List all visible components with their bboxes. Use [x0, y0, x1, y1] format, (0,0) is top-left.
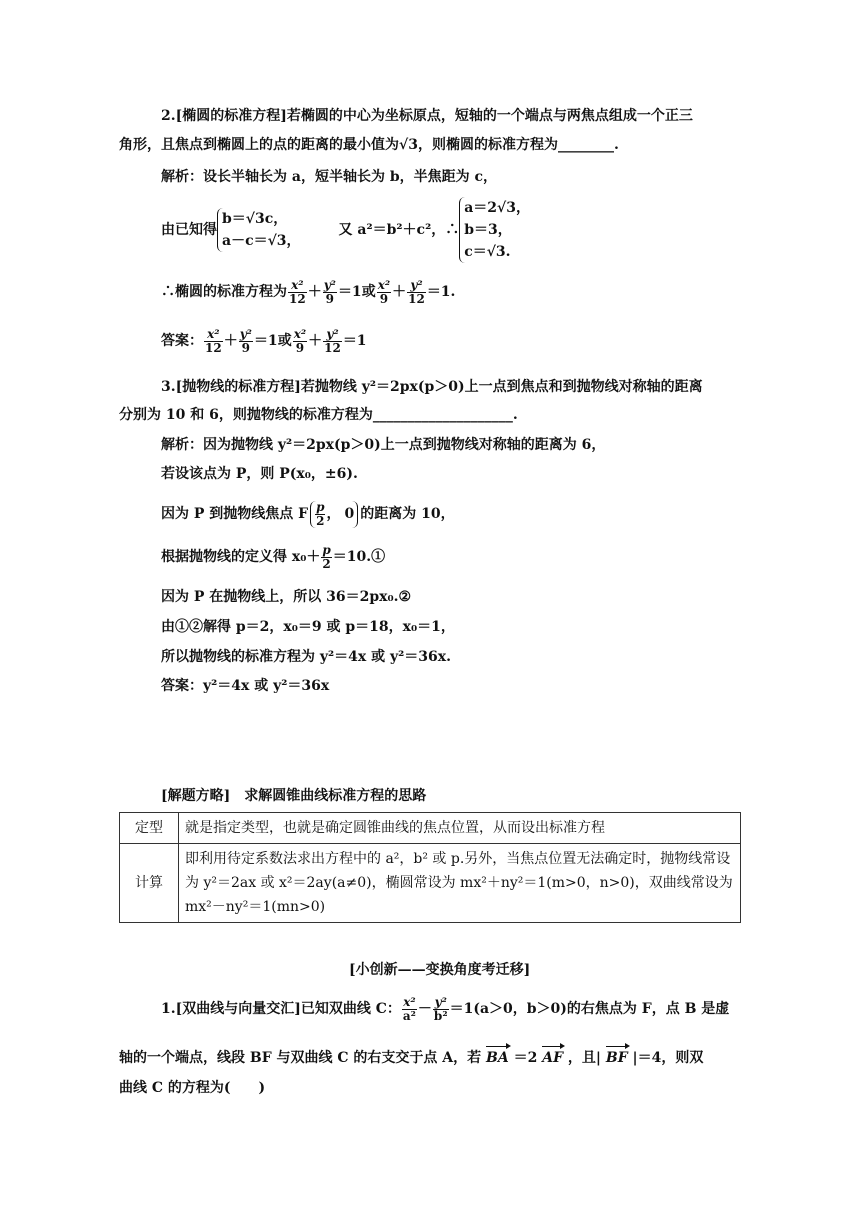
step-4-end: ＝10.①	[332, 549, 386, 565]
denominator: 2	[316, 513, 325, 528]
system-1-eq-2: a－c＝√3，	[222, 233, 301, 249]
numerator: p	[316, 499, 325, 514]
problem-2-line-1: 2.[椭圆的标准方程]若椭圆的中心为坐标原点，短轴的一个端点与两焦点组成一个正三	[161, 108, 693, 124]
fraction-x2-12	[204, 328, 223, 355]
system-1-eq-1: b＝√3c，	[222, 211, 288, 227]
problem-2-result: ∴椭圆的标准方程为 $\frac{\text{x²}}{12}$ ＋ $\frac{\text{y²}}{9}$ ＝1 或 $\frac{\text{x²}}{9}$ ＋ $\frac{\text{y²}}{12}$ ＝1.	[161, 277, 456, 306]
or-text: 或	[361, 284, 376, 300]
or-text: 或	[277, 333, 292, 349]
denominator: a²	[402, 1008, 416, 1023]
row-head: 计算	[120, 844, 179, 923]
row-body: 就是指定类型，也就是确定圆锥曲线的焦点位置，从而设出标准方程	[179, 813, 741, 844]
equals-one: ＝1	[342, 333, 367, 349]
fraction-x2-9	[377, 279, 391, 306]
line-2-text: 轴的一个端点，线段 BF 与双曲线 C 的右支交于点 A，若	[119, 1050, 482, 1066]
vector-ba: BA	[486, 1050, 509, 1066]
problem-2-analysis: 解析：设长半轴长为 a，短半轴长为 b，半焦距为 c，	[161, 169, 498, 185]
row-body: 即利用待定系数法求出方程中的 a²，b² 或 p.另外，当焦点位置无法确定时，抛物线常设为 y²＝2ax 或 x²＝2ay(a≠0)，椭圆常设为 mx²＋ny²＝1(m>0，n>0)，双曲线常设为 mx²－ny²＝1(mn>0)	[179, 844, 741, 923]
fraction-y2-12	[323, 328, 342, 355]
step-4-text: 根据抛物线的定义得 x₀＋	[161, 549, 321, 565]
system-2-eq-1: a＝2√3，	[464, 200, 530, 216]
fraction-x2-9	[293, 328, 307, 355]
table-row	[120, 813, 741, 844]
problem-2-line-2: 角形，且焦点到椭圆上的点的距离的最小值为√3，则椭圆的标准方程为________.	[119, 137, 619, 153]
numerator: y²	[323, 277, 336, 292]
line-1-text: 1.[双曲线与向量交汇]已知双曲线 C：	[161, 1001, 401, 1017]
problem-3-line-2: 分别为 10 和 6，则抛物线的标准方程为____________________.	[119, 407, 518, 423]
line-2-end: |＝4，则双	[632, 1050, 704, 1066]
strategy-title: [解题方略] 求解圆锥曲线标准方程的思路	[161, 788, 427, 804]
known-label: 由已知得	[161, 222, 217, 238]
denominator: 12	[289, 291, 306, 306]
system-2-eq-2: b＝3，	[464, 222, 512, 238]
denominator: 12	[324, 340, 341, 355]
system-2	[459, 197, 530, 263]
fraction-x2-a2	[402, 996, 417, 1023]
problem-3-line-1: 3.[抛物线的标准方程]若抛物线 y²＝2px(p＞0)上一点到焦点和到抛物线对称轴的距离	[161, 379, 703, 395]
step-3-text: 因为 P 到抛物线焦点 F	[161, 506, 309, 522]
fraction-y2-b2	[433, 996, 449, 1023]
problem-3-step-2: 若设该点为 P，则 P(x₀，±6).	[161, 466, 358, 482]
result-prefix: ∴椭圆的标准方程为	[161, 284, 287, 300]
numerator: y²	[434, 994, 447, 1009]
problem-3-answer: 答案：y²＝4x 或 y²＝36x	[161, 678, 330, 694]
answer-label: 答案：	[161, 333, 203, 349]
zero-value: 0	[344, 506, 355, 522]
problem-2-system-line	[161, 198, 530, 262]
innovation-line-2	[119, 1048, 703, 1068]
numerator: p	[322, 542, 331, 557]
equals-one-end: ＝1.	[426, 284, 456, 300]
system-1	[217, 208, 301, 252]
equals-one: ＝1	[337, 284, 362, 300]
step-3-end: 的距离为 10，	[360, 506, 455, 522]
denominator: 9	[379, 291, 389, 306]
problem-3-step-5: 因为 P 在抛物线上，所以 36＝2px₀.②	[161, 589, 412, 605]
focus-coordinate: $\frac{p}{2}$ ， 0	[310, 501, 358, 528]
fraction-p-2	[315, 501, 325, 528]
numerator: x²	[293, 326, 307, 341]
denominator: 12	[408, 291, 425, 306]
numerator: x²	[377, 277, 391, 292]
line-1-end: ＝1(a＞0，b＞0)的右焦点为 F，点 B 是虚	[449, 1001, 730, 1017]
table-row	[120, 844, 741, 923]
innovation-title: [小创新——变换角度考迁移]	[349, 962, 531, 978]
denominator: 9	[295, 340, 305, 355]
numerator: x²	[288, 279, 307, 293]
numerator: y²	[323, 328, 342, 342]
equals-one: ＝1	[253, 333, 278, 349]
numerator: y²	[239, 326, 252, 341]
row-head: 定型	[120, 813, 179, 844]
fraction-y2-9	[239, 328, 253, 355]
problem-3-step-1: 解析：因为抛物线 y²＝2px(p＞0)上一点到抛物线对称轴的距离为 6，	[161, 437, 606, 453]
vector-bf: BF	[605, 1050, 628, 1066]
line-2-mid: ，且|	[567, 1050, 602, 1066]
fraction-x2-12	[288, 279, 307, 306]
fraction-y2-9	[323, 279, 337, 306]
denominator: 2	[322, 556, 331, 571]
problem-3-step-4	[161, 540, 385, 574]
denominator: 9	[325, 291, 334, 306]
system-2-eq-3: c＝√3.	[464, 244, 511, 260]
problem-3-step-6: 由①②解得 p＝2，x₀＝9 或 p＝18，x₀＝1，	[161, 619, 455, 635]
denominator: 9	[241, 340, 250, 355]
fraction-p-2	[321, 544, 331, 571]
vector-af: AF	[542, 1050, 564, 1066]
numerator: y²	[407, 279, 426, 293]
innovation-line-3: 曲线 C 的方程为( )	[119, 1080, 266, 1096]
numerator: x²	[204, 328, 223, 342]
denominator: b²	[433, 1008, 448, 1023]
fraction-y2-12	[407, 279, 426, 306]
numerator: x²	[403, 994, 416, 1009]
innovation-line-1: 1.[双曲线与向量交汇]已知双曲线 C： $\frac{\text{x²}}{\text{a²}}$ － $\frac{\text{y²}}{\text{b²}}$ ＝1(a＞0，b＞0)的右焦点为 F，点 B 是虚	[161, 994, 730, 1023]
problem-3-step-7: 所以抛物线的标准方程为 y²＝4x 或 y²＝36x.	[161, 649, 451, 665]
strategy-table	[119, 812, 741, 923]
line-2-eq: ＝2	[513, 1050, 538, 1066]
denominator: 12	[205, 340, 222, 355]
middle-text: 又 a²＝b²＋c²，∴	[338, 222, 460, 238]
problem-2-answer: 答案： $\frac{\text{x²}}{12}$ ＋ $\frac{\text{y²}}{9}$ ＝1 或 $\frac{\text{x²}}{9}$ ＋ $\frac{\text{y²}}{12}$ ＝1	[161, 326, 367, 355]
problem-3-step-3	[161, 495, 455, 533]
